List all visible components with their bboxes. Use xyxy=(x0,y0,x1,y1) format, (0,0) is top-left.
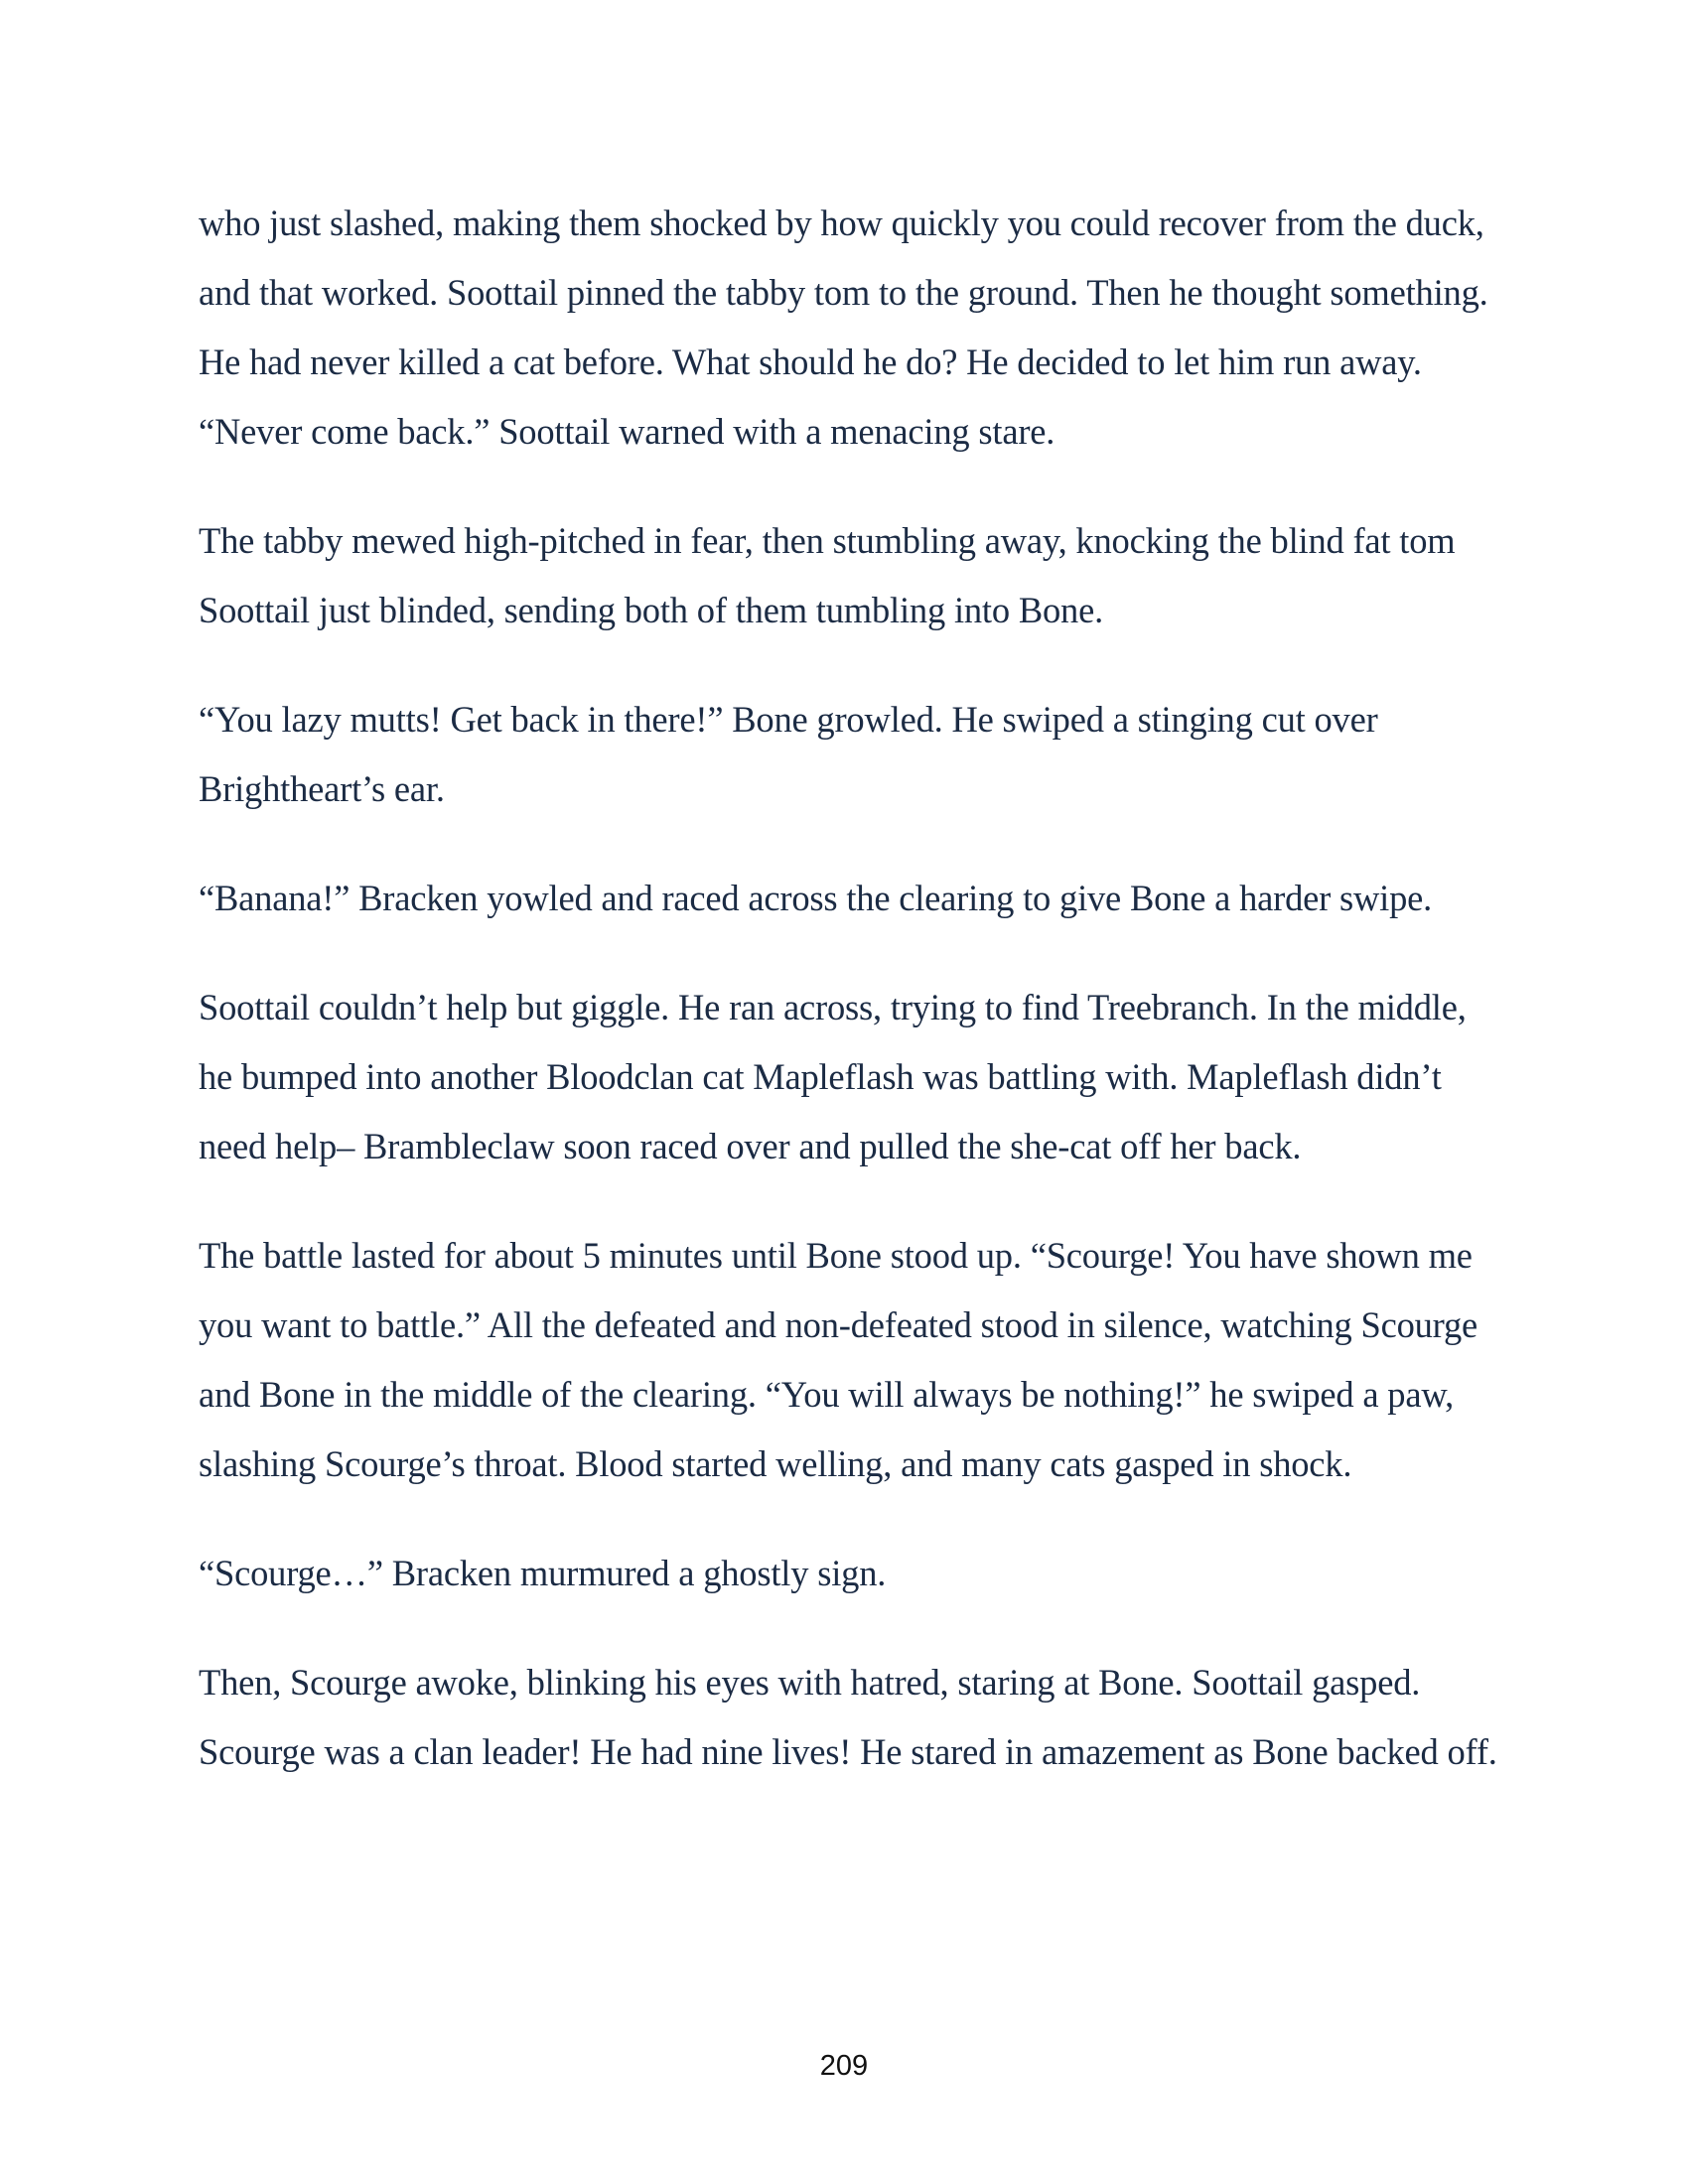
page-number: 209 xyxy=(819,2050,869,2082)
paragraph: The tabby mewed high-pitched in fear, then stumbling away, knocking the blind fat tom Soottail just blinded, sending both of them tumbling into Bone. xyxy=(199,520,1456,630)
paragraph: “Banana!” Bracken yowled and raced across the clearing to give Bone a harder swipe. xyxy=(199,878,1433,918)
paragraph: Soottail couldn’t help but giggle. He ran across, trying to find Treebranch. In the middle, he bumped into another Bloodclan cat Mapleflash was battling with. Mapleflash didn’t need help– Brambleclaw soon raced over and pulled the she-cat off her back. xyxy=(199,987,1467,1166)
paragraph: who just slashed, making them shocked by how quickly you could recover from the duck, and that worked. Soottail pinned the tabby tom to the ground. Then he thought something. He had never killed a cat before. What should he do? He decided to let him run away. “Never come back.” Soottail warned with a menacing stare. xyxy=(199,203,1488,452)
paragraph: “You lazy mutts! Get back in there!” Bone growled. He swiped a stinging cut over Brightheart’s ear. xyxy=(199,699,1378,809)
paragraph: The battle lasted for about 5 minutes until Bone stood up. “Scourge! You have shown me you want to battle.” All the defeated and non-defeated stood in silence, watching Scourge and Bone in the middle of the clearing. “You will always be nothing!” he swiped a paw, slashing Scourge’s throat. Blood started welling, and many cats gasped in shock. xyxy=(199,1235,1478,1484)
paragraph: Then, Scourge awoke, blinking his eyes with hatred, staring at Bone. Soottail gasped. Scourge was a clan leader! He had nine lives! He stared in amazement as Bone backed off. xyxy=(199,1662,1497,1772)
body-text xyxy=(199,189,1499,1827)
paragraph: “Scourge…” Bracken murmured a ghostly sign. xyxy=(199,1553,887,1593)
